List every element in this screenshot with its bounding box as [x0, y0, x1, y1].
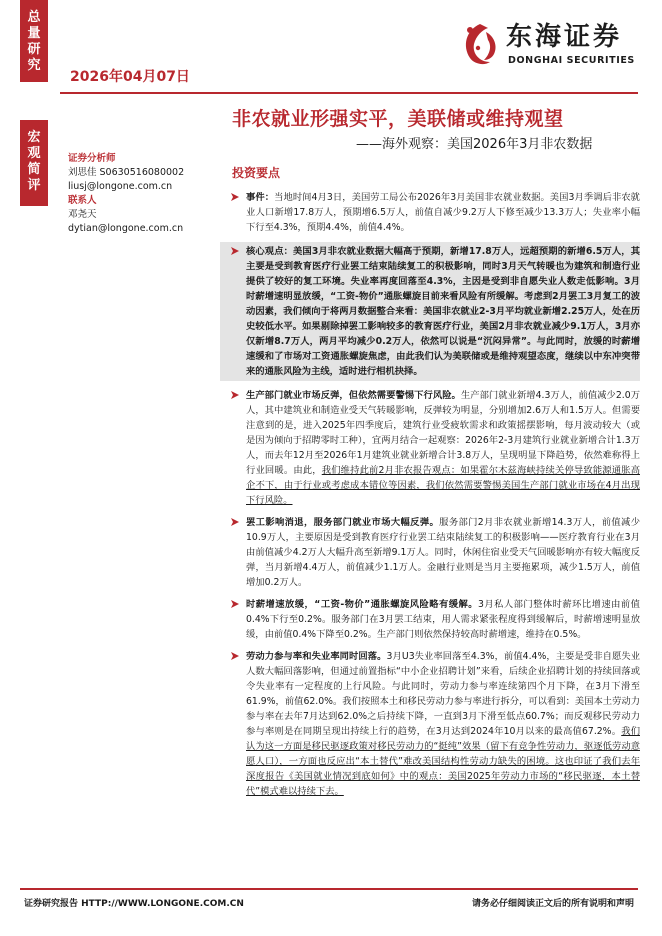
- logo-text-cn: 东海证券: [506, 22, 623, 52]
- point-underlined-text: 我们认为这一方面是移民驱逐政策对移民劳动力的“挺纯”效果（留下有竞争性劳动力，驱逐低劳动意愿人口），一方面也反应出“本土替代”难改美国结构性劳动力缺失的困境。这也印证了我们去年深度报告《美国就业情况到底如何》中的观点：美国2025年劳动力市场的“移民驱逐，本土替代”模式难以持续下去。: [246, 726, 640, 797]
- point-underlined-text: 我们维持此前2月非农报告观点：如果霍尔木兹海峡持续关停导致能源通胀高企不下，由于行业或考虑成本错位等因素，我们依然需要警惕美国生产部门就业市场在4月出现下行风险。: [246, 465, 640, 506]
- footer-divider: [20, 888, 638, 890]
- point-lead: 核心观点：美国3月非农就业数据大幅高于预期，新增17.8万人，远超预期的新增6.5万人，其主要是受到教育医疗行业罢工结束陆续复工的积极影响，同时3月天气转暖也为建筑和制造行业提供了较好的复工环境。失业率再度回落至4.3%，主因是受到非自愿失业人数走低影响。3月时薪增速明显放缓，“工资-物价”通胀螺旋目前来看风险有所缓解。考虑到2月罢工3月复工的波动因素，我们倾向于将两月数据整合来看：美国非农就业2-3月平均就业新增2.25万人，处在历史较低水平。如果剔除掉罢工影响较多的教育医疗行业，美国2月非农就业减少9.1万人，3月亦仅新增8.7万人，两月平均减少0.2万人，依然可以说是“沉闷异常”。与此同时，放缓的时薪增速缓和了市场对工资通胀螺旋焦虑，由此我们认为美联储或是维持观望态度，继续以中东冲突带来的通胀风险为主线，适时进行相机抉择。: [246, 246, 640, 377]
- analyst-name-id: 刘思佳 S0630516080002: [68, 167, 185, 178]
- category-tag-char: 研: [27, 42, 41, 57]
- category-tag-char: 简: [27, 162, 41, 177]
- footer-website[interactable]: 证券研究报告 HTTP://WWW.LONGONE.COM.CN: [24, 899, 244, 909]
- category-tag-macro-research: [20, 0, 48, 82]
- point-wages: [226, 597, 640, 642]
- point-lead: 生产部门就业市场反弹，但依然需要警惕下行风险。: [246, 390, 461, 401]
- contact-label: 联系人: [68, 195, 97, 206]
- arrow-bullet-icon: [230, 599, 240, 609]
- point-text: 3月私人部门整体时薪环比增速由前值0.4%下行至0.2%。服务部门在3月罢工结束，用人需求紧张程度得到缓解后，时薪增速明显放缓，由前值0.4%下降至0.2%。生产部门则依然保持较高时薪增速，维持在0.5%。: [246, 599, 640, 640]
- report-subtitle: ——海外观察：美国2026年3月非农数据: [356, 137, 593, 152]
- analyst-info: [68, 152, 218, 236]
- point-event: [226, 190, 640, 235]
- point-lead: 事件：: [246, 192, 275, 203]
- point-core-view: [220, 242, 640, 381]
- point-text: 生产部门就业新增4.3万人，前值减少2.0万人，其中建筑业和制造业受天气转暖影响，反弹较为明显，分别增加2.6万人和1.5万人。但需要注意到的是，进入2025年四季度后，建筑行业受疲软需求和政策摇摆影响，每月波动较大（或是因为倾向于招聘零时工种），宜两月结合一起观察：2026年2-3月建筑行业就业新增合计1.3万人，而去年12月至2026年1月建筑业就业新增合计3.8万人，呈现明显下降趋势，依然难称得上行业回暖。由此，: [246, 390, 640, 476]
- point-text: 当地时间4月3日，美国劳工局公布2026年3月美国非农就业数据。美国3月季调后非农就业人口新增17.8万人，预期增6.5万人，前值自减少9.2万人下修至减少13.3万人；失业率小幅下行至4.3%，预期4.4%，前值4.4%。: [246, 192, 640, 233]
- point-lead: 罢工影响消退，服务部门就业市场大幅反弹。: [246, 517, 440, 528]
- logo-icon: [458, 20, 502, 70]
- point-lead: 时薪增速放缓，“工资-物价”通胀螺旋风险略有缓解。: [246, 599, 479, 610]
- logo-text-en: DONGHAI SECURITIES: [508, 55, 635, 66]
- category-tag-char: 究: [27, 58, 41, 73]
- category-tag-char: 量: [27, 26, 41, 41]
- contact-email[interactable]: dytian@longone.com.cn: [68, 223, 184, 234]
- point-text: 3月U3失业率回落至4.3%，前值4.4%，主要是受非自愿失业人数大幅回落影响，但通过前置指标“中小企业招聘计划”来看，后续企业招聘计划的持续回落或令失业率有一定程度的上行风险。与此同时，劳动力参与率连续第四个月下降，在3月下滑至61.9%，前值62.0%。我们按照本土和移民劳动力参与率进行拆分，可以看到：美国本土劳动力参与率在去年7月达到62.0%之后持续下降，一直到3月下滑至低点60.7%；而反观移民劳动力参与率则是在同期呈现出持续上行的趋势，在3月达到2024年10月以来的最高值67.2%。: [246, 651, 640, 737]
- report-date: 2026年04月07日: [70, 69, 190, 85]
- analyst-email[interactable]: liusj@longone.com.cn: [68, 181, 173, 192]
- category-tag-char: 总: [27, 10, 41, 25]
- report-title: 非农就业形强实平，美联储或维持观望: [232, 108, 564, 130]
- point-service-sector: [226, 515, 640, 590]
- point-production-sector: [226, 388, 640, 508]
- section-heading: 投资要点: [232, 166, 281, 180]
- contact-name: 邓尧天: [68, 209, 97, 220]
- point-text: 服务部门2月非农就业新增14.3万人，前值减少10.9万人，主要原因是受到教育医疗行业罢工结束陆续复工的积极影响——医疗教育行业在3月由前值减少4.2万人大幅升高至新增9.1万人。同时，休闲住宿业受天气回暖影响亦有较大幅度反弹，当月新增4.4万人，前值减少1.1万人。金融行业则是当月主要拖累项，减少1.5万人，前值增加0.2万人。: [246, 517, 640, 588]
- category-tag-char: 宏: [27, 130, 41, 145]
- category-tag-macro-brief: [20, 120, 48, 206]
- point-labor-participation: [226, 649, 640, 799]
- category-tag-char: 观: [27, 146, 41, 161]
- arrow-bullet-icon: [230, 192, 240, 202]
- arrow-bullet-icon: [230, 651, 240, 661]
- header-divider: [60, 92, 638, 94]
- footer-disclaimer: 请务必仔细阅读正文后的所有说明和声明: [471, 899, 634, 909]
- analyst-label: 证券分析师: [68, 153, 116, 164]
- key-points: [226, 190, 640, 806]
- arrow-bullet-icon: [230, 390, 240, 400]
- arrow-bullet-icon: [230, 517, 240, 527]
- arrow-bullet-icon: [230, 246, 240, 256]
- company-logo: [458, 20, 643, 72]
- category-tag-char: 评: [27, 178, 41, 193]
- point-lead: 劳动力参与率和失业率同时回落。: [246, 651, 387, 662]
